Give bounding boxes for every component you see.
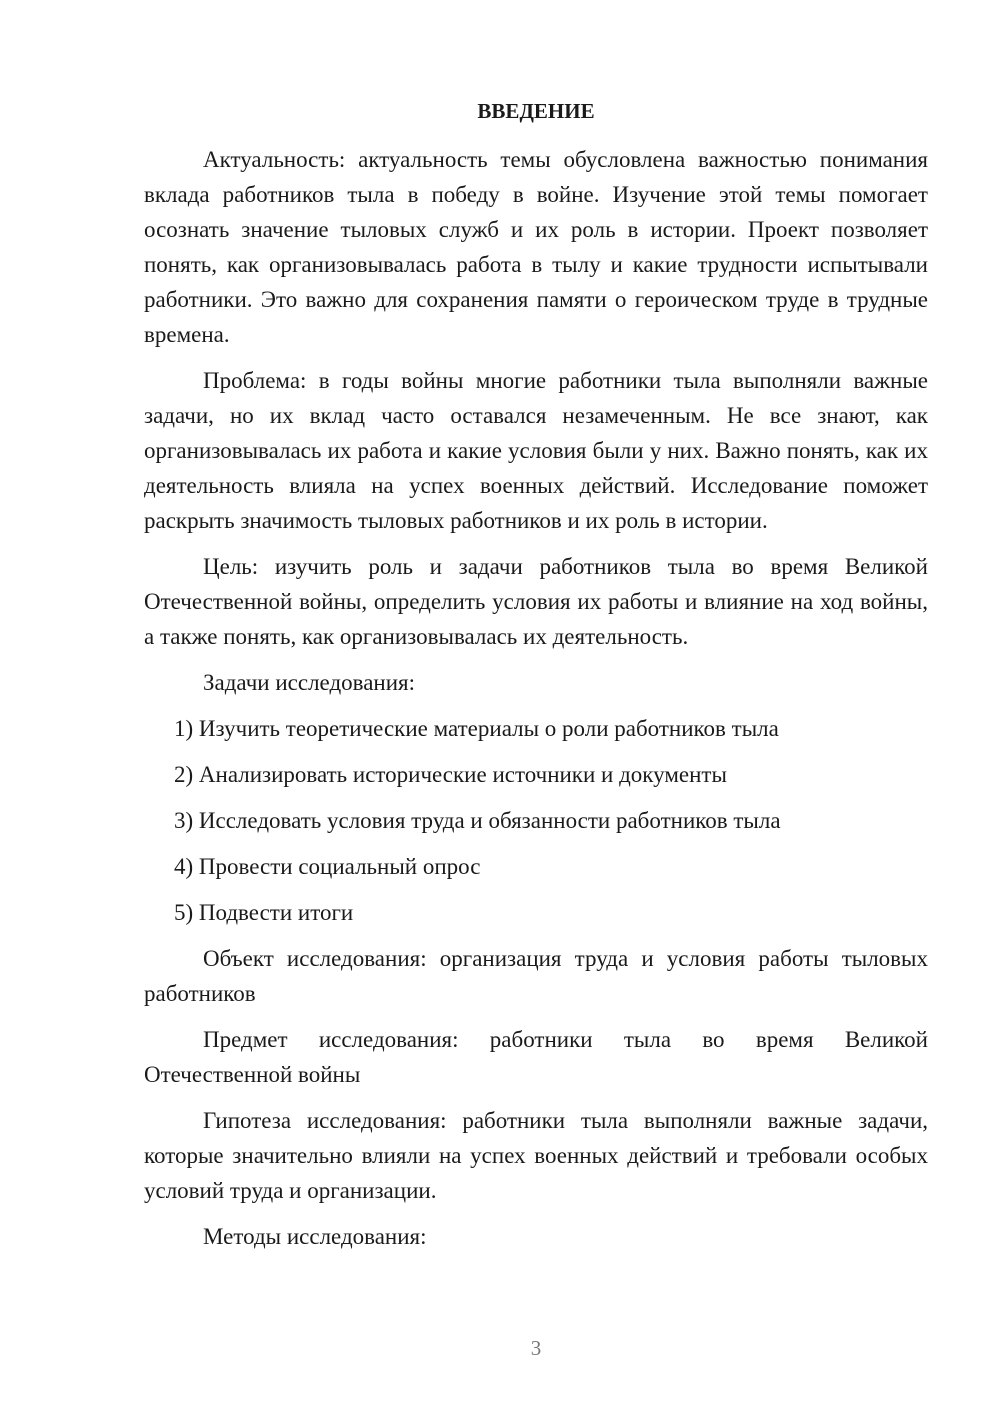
task-item: 1) Изучить теоретические материалы о роли работников тыла	[174, 716, 779, 741]
tasks-list	[144, 711, 928, 930]
task-item: 3) Исследовать условия труда и обязанности работников тыла	[174, 808, 781, 833]
task-item: 2) Анализировать исторические источники и документы	[174, 762, 727, 787]
hypothesis-paragraph: Гипотеза исследования: работники тыла выполняли важные задачи, которые значительно влияли на успех военных действий и требовали особых условий труда и организации.	[144, 1108, 928, 1203]
tasks-title: Задачи исследования:	[203, 670, 416, 695]
problem-paragraph: Проблема: в годы войны многие работники тыла выполняли важные задачи, но их вклад часто оставался незамеченным. Не все знают, как организовывалась их работа и какие условия были у них. Важно понять, как их деятельность влияла на успех военных действий. Исследование поможет раскрыть значимость тыловых работников и их роль в истории.	[144, 368, 928, 533]
body-text	[144, 142, 928, 1265]
object-paragraph: Объект исследования: организация труда и условия работы тыловых работников	[144, 946, 928, 1006]
methods-title: Методы исследования:	[203, 1224, 427, 1249]
task-item: 4) Провести социальный опрос	[174, 854, 481, 879]
task-item: 5) Подвести итоги	[174, 900, 354, 925]
page-number: 3	[530, 1336, 542, 1360]
goal-paragraph: Цель: изучить роль и задачи работников тыла во время Великой Отечественной войны, определить условия их работы и влияние на ход войны, а также понять, как организовывалась их деятельность.	[144, 554, 928, 649]
subject-paragraph: Предмет исследования: работники тыла во время Великой Отечественной войны	[144, 1027, 928, 1087]
relevance-paragraph: Актуальность: актуальность темы обусловлена важностью понимания вклада работников тыла в победу в войне. Изучение этой темы помогает осознать значение тыловых служб и их роль в истории. Проект позволяет понять, как организовывалась работа в тылу и какие трудности испытывали работники. Это важно для сохранения памяти о героическом труде в трудные времена.	[144, 147, 928, 347]
section-heading: ВВЕДЕНИЕ	[477, 99, 595, 123]
